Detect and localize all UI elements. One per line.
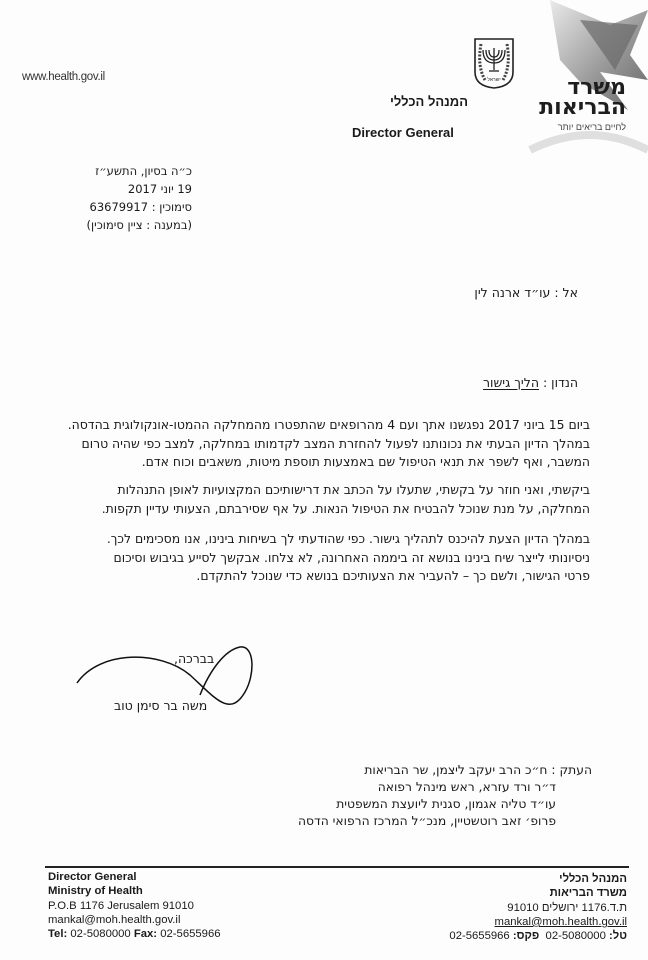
subject-text: הליך גישור <box>482 375 540 390</box>
footer-title: Director General <box>48 871 137 883</box>
paragraph-2 <box>30 481 590 518</box>
tel-number: 02-5080000 <box>70 928 131 941</box>
paragraph-line: במהלך הדיון הצעת להיכנס לתהליך גישור. כפי שהודעתי לך בשיחות בינינו, אנו מסכימים לכך. <box>106 531 590 546</box>
paragraph-3 <box>30 530 590 586</box>
footer-email[interactable]: mankal@moh.health.gov.il <box>494 915 627 928</box>
website-url: www.health.gov.il <box>22 71 105 83</box>
logo-tagline: לחיים בריאים יותר <box>557 122 626 132</box>
hebrew-date: כ״ה בסיון, התשע״ז <box>95 164 192 178</box>
footer-english <box>48 870 221 941</box>
ministry-logo-text <box>539 75 626 120</box>
cc-item: ח״כ הרב יעקב ליצמן, שר הבריאות <box>364 763 548 777</box>
office-title-english: Director General <box>352 125 454 140</box>
footer-org: Ministry of Health <box>48 885 143 898</box>
subject-label: הנדון : <box>543 375 578 390</box>
recipient: אל : עו״ד ארנה לין <box>474 285 578 300</box>
fax-label: פקס: <box>512 930 540 943</box>
cc-item: ד״ר ורד עזרא, ראש מינהל רפואה <box>377 780 556 794</box>
paragraph-line: ביקשתי, ואני חוזר על בקשתי, שתעלו על הכתב את דרישותיכם המקצועיות לאופן התנהלות <box>117 482 590 497</box>
emblem-label: ישראל <box>487 77 501 83</box>
footer-hebrew <box>449 872 627 943</box>
paragraph-line: פרטי הגישור, ולשם כך – להעביר את הצעותיכם בנושא כדי שנוכל להתקדם. <box>196 568 590 583</box>
paragraph-line: המחלקה, על מנת שנוכל להבטיח את הטיפול הנאות. על אף שסירבתם, הצעותי עדיין תקפות. <box>101 500 590 516</box>
footer-phone <box>449 929 627 943</box>
reference-number: סימוכין : 63679917 <box>89 200 192 214</box>
paragraph-line: המשבר, ואף לשפר את תנאי הטיפול שם באמצעות תוספת מיטות, משאבים וכוח אדם. <box>141 454 590 469</box>
logo-line-1: משרד <box>567 75 626 100</box>
closing-greeting: בברכה, <box>174 651 215 666</box>
reply-note: (במענה : ציין סימוכין) <box>86 218 192 232</box>
logo-line-2: הבריאות <box>539 95 626 120</box>
fax-number: 02-5655966 <box>449 930 510 943</box>
footer-address: ת.ד.1176 ירושלים 91010 <box>507 901 627 914</box>
footer-address: P.O.B 1176 Jerusalem 91010 <box>48 899 194 912</box>
fax-number: 02-5655966 <box>160 928 221 941</box>
cc-list <box>298 762 592 830</box>
paragraph-line: ניסיונותי לייצר שיח בינינו בנושא זה ביממה האחרונה, לא צלחו. אבקשך לסייע בגיבוש וסיכום <box>113 549 590 565</box>
cc-label: העתק : <box>551 763 592 777</box>
paragraph-line: במהלך הדיון הבעתי את נכונותנו לפעול להחזרת המצב לקדמותו במחלקה, למצב כפי שהיה טרום <box>81 435 590 451</box>
paragraph-line: ביום 15 ביוני 2017 נפגשנו אתך ועם 4 מהרופאים שהתפטרו מהמחלקה ההמטו-אונקולוגית בהדסה. <box>67 417 590 432</box>
footer-org: משרד הבריאות <box>549 887 627 900</box>
paragraph-1 <box>30 416 590 472</box>
cc-item: עו״ד טליה אגמון, סגנית ליועצת המשפטית <box>336 797 556 811</box>
signer-name: משה בר סימן טוב <box>114 698 208 713</box>
state-emblem-icon <box>472 36 516 90</box>
cc-item: פרופ׳ זאב רוטשטיין, מנכ״ל המרכז הרפואי הדסה <box>297 814 556 828</box>
gregorian-date: 19 יוני 2017 <box>127 182 192 196</box>
fax-label: Fax: <box>133 928 158 941</box>
footer-email: mankal@moh.health.gov.il <box>48 913 181 926</box>
office-title-hebrew: המנהל הכללי <box>389 94 468 109</box>
footer-phone <box>48 927 221 941</box>
subject-line <box>483 374 578 393</box>
footer-divider <box>45 866 629 868</box>
tel-label: טל: <box>609 930 627 943</box>
footer-title: המנהל הכללי <box>559 873 627 885</box>
tel-number: 02-5080000 <box>545 930 606 943</box>
date-block <box>87 162 192 234</box>
tel-label: Tel: <box>48 928 68 941</box>
